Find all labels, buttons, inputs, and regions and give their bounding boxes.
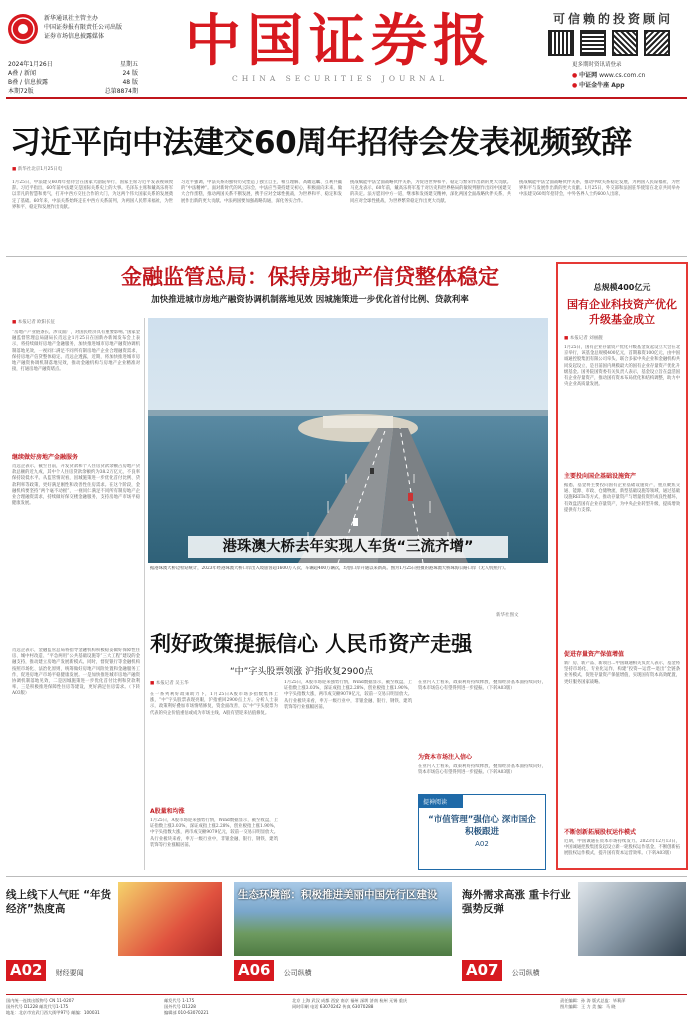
article2-subtitle: 加快推进城市房地产融资协调机制落地见效 因城施策进一步优化首付比例、贷款利率 [151,295,469,305]
teaser-section: 公司纵横 [283,969,312,977]
digital-header: 更多期时资讯请登录 [572,62,622,68]
newspaper-logo [150,6,530,83]
footer-col-3: 北京 上海 武汉 成都 西安 南京 福州 深圳 济南 杭州 无锡 重庆 同时印刷 电话 63070242 传真 63070288 [292,998,408,1009]
sidebar-body-a: 1月25日，国有企业存量资产优化升级基金发起设立大会在北京举行，该基金总规模400亿元，首期募资100亿元，由中国诚通控股集团有限公司牵头，联合多家中央企业和金融机构共同发起设立，是目前国内规模最大的国有企业存量资产优化升级基金。国务院国资委有关负责人表示，基金设立旨在盘活国有企业存量资产，推动国有资本布局优化和结构调整，助力中央企业高质量发展。 [564,345,680,388]
teaser-image [578,882,686,956]
article3-body-b: 1月25日，A股市场迎来强势行情，Wind数据显示，截至收盘，上证指数上涨3.03%，深证成指上涨2.28%，创业板指上涨1.90%，中字头指数大涨，两市成交额9079亿元，较前一交易日明显放大。从行业板块来看，申万一级行业中，非银金融、银行、钢铁、建筑装饰等行业涨幅居前。 [150,818,278,848]
reading-hint[interactable] [418,794,546,870]
article3-body-a: 在一系列利好政策助力下，1月25日A股市场多指数集体上涨，“中”字头股票表现亮眼，沪指重回2900点上方。分析人士表示，政策利好叠加市场情绪修复，资金面改善，以“中”字头股票为代表的央企价值重估或成为市场主线，A股有望迎来估值修复。 [150,692,278,716]
byline-icon: ■ [12,320,17,325]
footer [6,998,687,1022]
reading-hint-page: A02 [475,840,489,848]
footer-col-4: 责任编辑：孙 涛 版式总监：毕莉萍 图片编辑：王 力 美 编：马 晓 [560,998,626,1009]
issue-date: 2024年1月26日 [8,61,53,68]
lead-col-2: 习近平强调，中法关系的独特历史塑造了独立自主、相互理解、高瞻远瞩、互利共赢的“中法精神”。面对新时代的风云际会，中法应当秉持建交初心，积极面向未来，做大合作蛋糕，推动两国关系不断发展，携手应对全球性挑战，为世界和平、稳定和发展作出新的更大贡献。中法两国要加强战略沟通，深化务实合作。 [181,180,342,204]
teaser-section: 财经要闻 [55,969,84,977]
byline-icon-2: ■ [150,681,155,686]
lead-col-1: 1月25日，中法建交60周年招待会在国家大剧院举行，国家主席习近平发表视频致辞。习近平指出，60年前中法建交是国际关系史上的大事。毛泽东主席和戴高乐将军以非凡的智慧和勇气，打开中西方交往合作的大门，为这两个伟大国家关系的发展奠定了基础。60年来，中法关系始终走在中西方关系前列，为两国人民带来福祉，为世界和平、稳定和发展作出贡献。 [12,180,173,210]
app-icon: ● [572,82,578,89]
teaser-page: A07 [462,960,502,981]
issue-weekday: 星期五 [119,61,138,68]
column-divider [144,318,145,870]
sidebar-section-b: 促进存量资产保值增值 [564,651,625,658]
reading-hint-tag: 提神阅读 [419,795,463,808]
bridge-photo [148,318,548,563]
sidebar-byline: ■ 本报记者 刘丽靓 [564,336,603,341]
lead-body [12,180,680,250]
digital-website[interactable]: ● 中证网 www.cs.com.cn [572,72,646,79]
masthead [0,0,693,96]
teaser-rule [6,876,687,877]
teaser-title: 线上线下人气旺 “年货经济”热度高 [6,889,112,915]
issue-info: 2024年1月26日 星期五 A叠 / 新闻 24 版 B叠 / 信息披露 48 版 本期72版 总第8874期 [8,61,138,95]
teaser-section: 公司纵横 [511,969,540,977]
slogan: 可信赖的投资顾问 [552,12,673,26]
article2-body-c: 肖远企表示，金融监管总局将指导金融机构积极稳妥做好保障性住房、城中村改造、“平急两用”公共基础设施等“三大工程”建设的金融支持，推动建立房地产发展新模式。同时，督促银行等金融机构按照市场化、法治化原则，统筹做好房地产风险处置和金融服务工作，促进房地产市场平稳健康发展。一是加快推进城市房地产融资协调机制落地见效，二是因城施策进一步优化首付比例和贷款利率，三是积极推进保障性住房等建设，更好满足住房需求。（下转A03版） [12,648,140,697]
photo-caption: 港珠澳大桥去年实现人车货“三流齐增” [188,536,508,558]
globe-icon: ● [572,72,578,79]
sidebar-body-d: 近期，中国诚通在资本市场持续发力。2023年12月13日，中国诚通控股集团发起设立新一轮股权运作基金，不断创新拓展股权运作模式，提升国有资本运营效率。（下转A03版） [564,839,680,857]
digital-app[interactable]: ● 中证金牛座 App [572,82,625,89]
reading-hint-title: “市值管理”强信心 深市国企积极跟进 [428,815,536,837]
article2-title: 金融监管总局：保持房地产信贷整体稳定 [121,265,499,289]
publisher-lines: 新华通讯社主管主办 中国证券报有限责任公司出版 证券市场信息披露媒体 [44,15,123,40]
footer-col-2: 邮发代号 1-175 国外代号 D1228 编辑部 010-63070221 [164,998,209,1015]
sidebar-body-c: 新厂房、新产品、新项目…中国诚通相关负责人表示，基金将坚持市场化、专业化运作，构建“投资—运营—退出”全链条业务模式，促进存量资产保值增值，实现国有资本高效配置，更好服务国家战略。 [564,661,680,685]
teaser-a02[interactable] [6,882,224,982]
qr-code-2 [580,30,606,56]
teaser-page: A02 [6,960,46,981]
masthead-rule [6,97,687,99]
byline-icon-3: ■ [564,336,569,341]
publisher-emblem [8,14,38,44]
teaser-a07[interactable] [462,882,687,982]
teaser-a06[interactable] [234,882,452,982]
qr-code [548,30,574,56]
article2-body-b: 肖远企表示，截至目前，开发贷款和个人住房贷款余额占房地产贷款总额的近九成，其中个人住房贷款余额约为38.2万亿元，不良率保持较低水平。从监管情况看，因城施策进一步优化首付比例、贷款利率等政策，更好满足刚性和改善性住房需求。在这个阶段，金融机构要坚持“两个毫不动摇”，一视同仁满足不同所有制房地产企业合理融资需求，持续做好保交楼金融服务，支持房地产市场平稳健康发展。 [12,464,140,507]
qr-code-3 [612,30,638,56]
photo-description: 据港珠澳大桥边检站统计，2023年经港珠澳大桥口岸出入境旅客超1600万人次、车辆超400万辆次，均创口岸开通以来新高。图为1月25日拍摄的港珠澳大桥珠海公路口岸（无人机照片）。 [150,566,509,571]
emblem-icon [8,14,38,44]
sidebar-section-a: 主要投向国企基础设施资产 [564,473,637,480]
teaser-image [118,882,222,956]
sidebar-title-small: 总规模400亿元 [593,283,651,292]
lead-col-3: 挑战赋能中法全面战略伙伴关系，为促进世界和平、稳定与繁荣作出新的更大贡献。马克龙表示，60年前，戴高乐将军基于对历史和世界格局的敏锐判断作出同中国建交的决定。法方愿同中方一道，继承和发扬建交精神，深化两国全面战略伙伴关系，共同应对全球性挑战，为世界繁荣稳定作出更大贡献。 [350,180,511,204]
article2-body-a: “房地产产业链条长，涉及面广，对国民经济具有重要影响。”国家金融监督管理总局副局长肖远企1月25日在国新办新闻发布会上表示，将持续做好房地产金融服务，加快推进城市房地产融资协调机制落地见效，一视同仁满足不同所有制房地产企业合理融资需求，保持房地产信贷整体稳定。肖远企透露，近期，将加快推进城市房地产融资协调机制落地见效，推动金融机构与房地产企业精准对接，打通房地产融资堵点。 [12,330,140,373]
article3-subtitle: “中”字头股票领涨 沪指收复2900点 [230,667,374,677]
article2-section-head: 继续做好房地产金融服务 [12,454,79,461]
lead-dateline: ■ 新华社北京1月25日电 [12,167,63,172]
lead-col-4: 挑战赋能中法全面战略伙伴关系，推动中欧关系稳定发展，为两国人民谋福祉，为世界和平与发展作出新的更大贡献。1月25日，外交部和法国驻华使馆在北京共同举办中法建交60周年招待会，中外各界人士约600人出席。 [519,180,680,198]
photo-credit: 新华社图文 [496,613,519,618]
article3-byline: ■ 本报记者 吴玉华 [150,681,189,686]
teaser-page: A06 [234,960,274,981]
bridge-illustration [148,318,548,563]
article3-body-b2: 1月25日，A股市场迎来强势行情，Wind数据显示，截至收盘，上证指数上涨3.03%，深证成指上涨2.28%，创业板指上涨1.90%，中字头指数大涨，两市成交额9079亿元，较前一交易日明显放大。从行业板块来看，申万一级行业中，非银金融、银行、钢铁、建筑装饰等行业涨幅居前。 [284,680,412,710]
logo-pinyin: CHINA SECURITIES JOURNAL [232,74,448,83]
article3-body-c2: 在业内人士看来，政策利好持续释放，叠加经济基本面持续向好，资本市场信心有望得到进一步提振。（下转A03版） [418,764,546,776]
article3-section-b: 为资本市场注入信心 [418,754,473,761]
article3-body-c: 在业内人士看来，政策利好持续释放，叠加经济基本面持续向好，资本市场信心有望得到进一步提振。（下转A03版） [418,680,546,692]
headline-rule [6,256,687,257]
dateline-icon: ■ [12,167,17,172]
teaser-title: 生态环境部：积极推进美丽中国先行区建设 [238,889,438,901]
teaser-title: 海外需求高涨 重卡行业强势反弹 [462,889,571,915]
sidebar-section-c: 不断创新拓展股权运作模式 [564,829,637,836]
footer-rule [6,994,687,995]
logo-title: 中国证券报 [185,8,495,74]
article3-section-a: A股量和均涨 [150,808,185,815]
article3-title: 利好政策提振信心 人民币资产走强 [150,632,473,656]
footer-col-1: 国内统一连续出版物号 CN 11-0207 国外代号 D1228 邮发代号1-175 地址：北京市宣武门西大街甲97号 邮编：100031 [6,998,100,1015]
sidebar-body-b: 据悉，基金将主要投向国有企业基础设施资产，重点聚焦交通、能源、市政、仓储物流、新型基础设施等领域，通过基础设施REITs等方式，推动存量资产与增量投资形成良性循环，有效盘活国有企业存量资产，为中央企业转型升级、提质增效提供有力支撑。 [564,483,680,513]
lead-headline: 习近平向中法建交60周年招待会发表视频致辞 [10,125,632,161]
sidebar-box [556,262,688,870]
qr-code-4 [644,30,670,56]
sidebar-title-main: 国有企业科技资产优化升级基金成立 [567,298,677,326]
article2-byline: ■ 本报记者 欧阳长征 [12,320,56,325]
